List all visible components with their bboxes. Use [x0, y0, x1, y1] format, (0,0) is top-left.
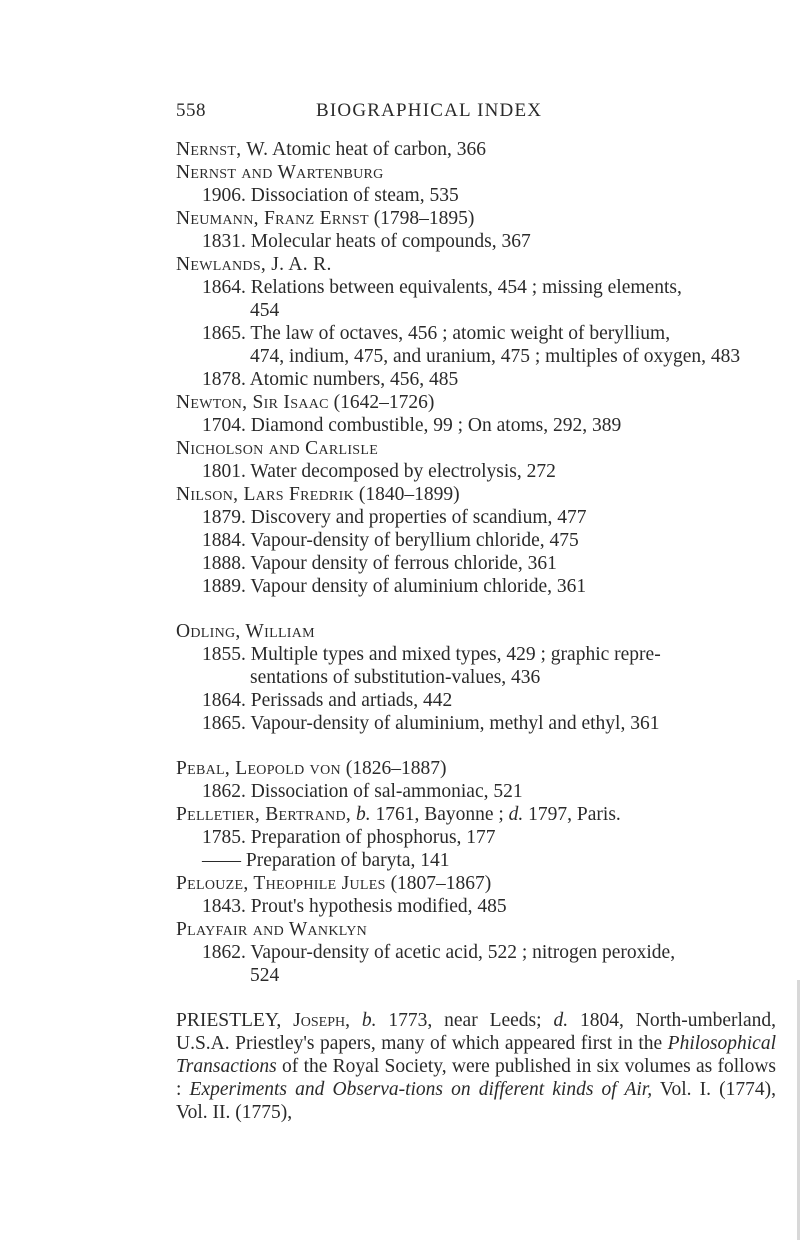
item-text: Atomic numbers, 456, 485	[249, 369, 459, 390]
item-year: 1801.	[202, 461, 251, 482]
entry-heading	[176, 437, 776, 460]
entry-name: Odling, William	[176, 621, 315, 642]
index-entry	[176, 620, 776, 735]
entry-spacer	[176, 987, 776, 1009]
entry-item	[176, 414, 776, 437]
item-text: Molecular heats of compounds, 367	[250, 231, 531, 252]
item-text: Vapour-density of acetic acid, 522 ; nitrogen peroxide,	[250, 942, 676, 963]
item-text: Vapour density of aluminium chloride, 361	[250, 576, 587, 597]
entry-item	[176, 276, 776, 322]
item-continuation: 454	[250, 300, 280, 321]
entry-name: Nernst, W.	[176, 139, 269, 160]
entry-name: Nicholson and Carlisle	[176, 438, 379, 459]
entry-dates: (1826–1887)	[340, 758, 447, 779]
item-year: 1879.	[202, 507, 251, 528]
entry-item	[176, 941, 776, 987]
priestley-text: 1773, near Leeds;	[376, 1010, 554, 1031]
entry-item	[176, 552, 776, 575]
item-text: Preparation of baryta, 141	[245, 850, 450, 871]
item-year: 1865.	[202, 323, 251, 344]
page-number: 558	[176, 100, 206, 121]
entry-item	[176, 529, 776, 552]
item-year: 1888.	[202, 553, 251, 574]
index-entry	[176, 161, 776, 207]
item-continuation: sentations of substitution-values, 436	[250, 667, 541, 688]
entry-heading	[176, 391, 776, 414]
item-text: Water decomposed by electrolysis, 272	[250, 461, 556, 482]
entry-name: Pelletier, Bertrand,	[176, 804, 352, 825]
item-text: Dissociation of sal-ammoniac, 521	[250, 781, 523, 802]
entry-heading	[176, 757, 776, 780]
index-entry	[176, 757, 776, 803]
entry-inline-text: Atomic heat of carbon, 366	[268, 139, 487, 160]
entry-item	[176, 230, 776, 253]
item-text: Vapour-density of aluminium, methyl and ethyl, 361	[250, 713, 660, 734]
item-year: 1864.	[202, 690, 251, 711]
entry-item	[176, 643, 776, 689]
item-year: 1889.	[202, 576, 251, 597]
item-text: Perissads and artiads, 442	[250, 690, 453, 711]
died-label: d.	[553, 1010, 569, 1031]
item-text: Discovery and properties of scandium, 477	[250, 507, 587, 528]
item-year: 1878.	[202, 369, 250, 390]
index-entry	[176, 872, 776, 918]
index-entry	[176, 391, 776, 437]
index-entry	[176, 138, 776, 161]
priestley-surname: PRIESTLEY,	[176, 1010, 294, 1031]
entry-item	[176, 895, 776, 918]
entry-item	[176, 826, 776, 849]
entry-item	[176, 849, 776, 872]
index-entry	[176, 253, 776, 391]
entry-heading	[176, 483, 776, 506]
item-year: 1855.	[202, 644, 251, 665]
entry-heading	[176, 803, 776, 826]
item-text: Multiple types and mixed types, 429 ; graphic repre-	[250, 644, 661, 665]
item-text: Preparation of phosphorus, 177	[250, 827, 496, 848]
entry-item	[176, 780, 776, 803]
running-title: BIOGRAPHICAL INDEX	[316, 100, 543, 121]
entry-item	[176, 575, 776, 598]
entry-name: Pelouze, Theophile Jules	[176, 873, 386, 894]
item-text: Prout's hypothesis modified, 485	[250, 896, 507, 917]
entry-heading	[176, 138, 776, 161]
entry-spacer	[176, 735, 776, 757]
item-year: 1704.	[202, 415, 251, 436]
priestley-given: Joseph,	[293, 1010, 362, 1031]
entry-item	[176, 368, 776, 391]
entry-item	[176, 322, 776, 368]
born-label: b.	[361, 1010, 377, 1031]
entry-name: Nernst and Wartenburg	[176, 162, 384, 183]
item-text: Vapour-density of beryllium chloride, 475	[250, 530, 579, 551]
entry-item	[176, 712, 776, 735]
item-continuation: 474, indium, 475, and uranium, 475 ; multiples of oxygen, 483	[250, 346, 741, 367]
entry-item	[176, 460, 776, 483]
entry-name: Newlands, J. A. R.	[176, 254, 332, 275]
entry-name: Nilson, Lars Fredrik	[176, 484, 355, 505]
entry-dates: (1798–1895)	[368, 208, 475, 229]
entry-spacer	[176, 598, 776, 620]
priestley-entry	[176, 1009, 776, 1124]
index-entry	[176, 918, 776, 987]
entry-death: 1797, Paris.	[523, 804, 621, 825]
born-label: b.	[355, 804, 371, 825]
item-year: 1785.	[202, 827, 251, 848]
entry-name: Playfair and Wanklyn	[176, 919, 368, 940]
item-text: The law of octaves, 456 ; atomic weight of beryllium,	[250, 323, 671, 344]
book-title: Experiments and Observa-tions on different kinds of Air,	[189, 1079, 653, 1100]
item-year: 1906.	[202, 185, 251, 206]
entry-dates: (1642–1726)	[328, 392, 435, 413]
index-entry	[176, 207, 776, 253]
item-text: Relations between equivalents, 454 ; missing elements,	[250, 277, 682, 298]
item-text: Dissociation of steam, 535	[250, 185, 459, 206]
priestley-text: of the Royal Society, were published in six volumes as follows :	[176, 1056, 776, 1100]
entry-item	[176, 506, 776, 529]
index-entry	[176, 437, 776, 483]
entry-dates: (1840–1899)	[354, 484, 460, 505]
item-text: Diamond combustible, 99 ; On atoms, 292, 389	[250, 415, 622, 436]
index-entry	[176, 803, 776, 872]
entry-heading	[176, 207, 776, 230]
index-entry	[176, 483, 776, 598]
entry-heading	[176, 620, 776, 643]
entry-name: Neumann, Franz Ernst	[176, 208, 369, 229]
item-year: 1862.	[202, 781, 251, 802]
item-year: 1864.	[202, 277, 251, 298]
entry-item	[176, 184, 776, 207]
entry-name: Newton, Sir Isaac	[176, 392, 329, 413]
index-entries	[176, 138, 776, 1124]
item-year: 1865.	[202, 713, 251, 734]
entry-item	[176, 689, 776, 712]
priestley-text: 1804, North-umberland, U.S.A. Priestley's papers, many of which appeared first in the	[176, 1010, 776, 1054]
item-continuation: 524	[250, 965, 280, 986]
entry-heading	[176, 872, 776, 895]
priestley-text: Vol. I. (1774), Vol. II. (1775),	[176, 1079, 776, 1123]
died-label: d.	[508, 804, 524, 825]
item-text: Vapour density of ferrous chloride, 361	[250, 553, 557, 574]
item-year: 1862.	[202, 942, 251, 963]
item-year: 1843.	[202, 896, 251, 917]
item-year: ——	[202, 850, 246, 871]
entry-name: Pebal, Leopold von	[176, 758, 341, 779]
item-year: 1831.	[202, 231, 251, 252]
entry-heading	[176, 918, 776, 941]
entry-heading	[176, 161, 776, 184]
entry-heading	[176, 253, 776, 276]
entry-birth: 1761, Bayonne ;	[370, 804, 509, 825]
journal-title: Philosophical Transactions	[176, 1033, 776, 1077]
entry-dates: (1807–1867)	[385, 873, 492, 894]
item-year: 1884.	[202, 530, 251, 551]
